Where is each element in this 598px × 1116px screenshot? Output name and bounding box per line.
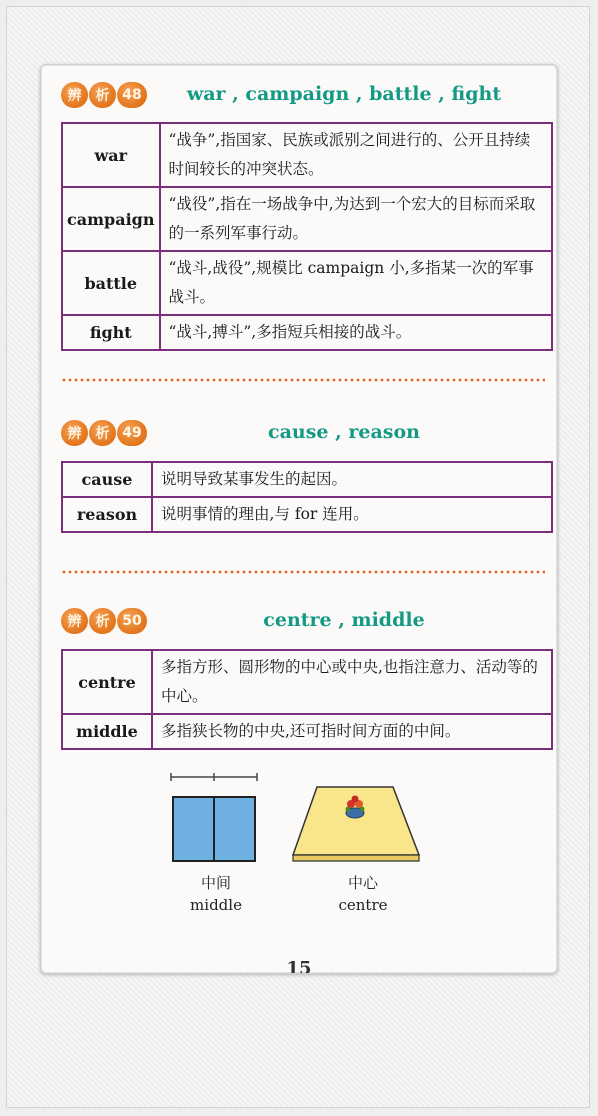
definition-cell: 多指狭长物的中央,还可指时间方面的中间。 [152,714,552,749]
section-title-49: cause , reason [268,421,420,443]
caption-cn: 中间 [200,874,231,892]
section-title-48: war , campaign , battle , fight [186,83,502,105]
word-cell: centre [62,650,152,714]
table-row [62,123,552,187]
table-row [62,462,552,497]
definition-cell: “战争”,指国家、民族或派别之间进行的、公开且持续时间较长的冲突状态。 [160,123,553,187]
badge-char-2: 析 [89,608,116,634]
badge-number: 50 [117,608,147,634]
vocab-table-49 [61,461,553,533]
definition-cell: “战斗,战役”,规模比 campaign 小,多指某一次的军事战斗。 [160,251,553,315]
word-cell: fight [62,315,160,350]
caption-en: centre [338,896,388,914]
centre-caption [328,872,398,916]
badge-char-1: 辨 [61,420,88,446]
word-cell: campaign [62,187,160,251]
badge-char-1: 辨 [61,608,88,634]
leaf-icon [360,807,365,812]
dotted-divider [61,570,545,574]
vocab-table-50 [61,649,553,750]
page-number: 15 [286,958,312,974]
definition-cell: “战役”,指在一场战争中,为达到一个宏大的目标而采取的一系列军事行动。 [160,187,553,251]
badge-49 [61,420,147,446]
word-cell: reason [62,497,152,532]
word-cell: war [62,123,160,187]
definition-cell: 说明事情的理由,与 for 连用。 [152,497,552,532]
badge-48 [61,82,147,108]
leaf-icon [346,807,351,812]
section-title-50: centre , middle [263,609,425,631]
table-row [62,315,552,350]
dotted-divider [61,378,545,382]
table-row [62,187,552,251]
definition-cell: 说明导致某事发生的起因。 [152,462,552,497]
word-cell: middle [62,714,152,749]
badge-char-2: 析 [89,82,116,108]
illustration-svg [167,771,427,871]
vocab-table-48 [61,122,553,351]
badge-number: 48 [117,82,147,108]
badge-50 [61,608,147,634]
caption-cn: 中心 [347,874,378,892]
word-cell: battle [62,251,160,315]
badge-number: 49 [117,420,147,446]
centre-illustration [293,787,419,861]
table-row [62,714,552,749]
table-row [62,497,552,532]
middle-caption [181,872,251,916]
book-page [40,64,558,974]
badge-char-1: 辨 [61,82,88,108]
table-row [62,251,552,315]
definition-cell: 多指方形、圆形物的中心或中央,也指注意力、活动等的中心。 [152,650,552,714]
definition-cell: “战斗,搏斗”,多指短兵相接的战斗。 [160,315,553,350]
table-row [62,650,552,714]
word-cell: cause [62,462,152,497]
caption-en: middle [190,896,242,914]
middle-illustration [171,773,257,861]
badge-char-2: 析 [89,420,116,446]
fruit-icon [352,796,359,803]
table-edge [293,855,419,861]
